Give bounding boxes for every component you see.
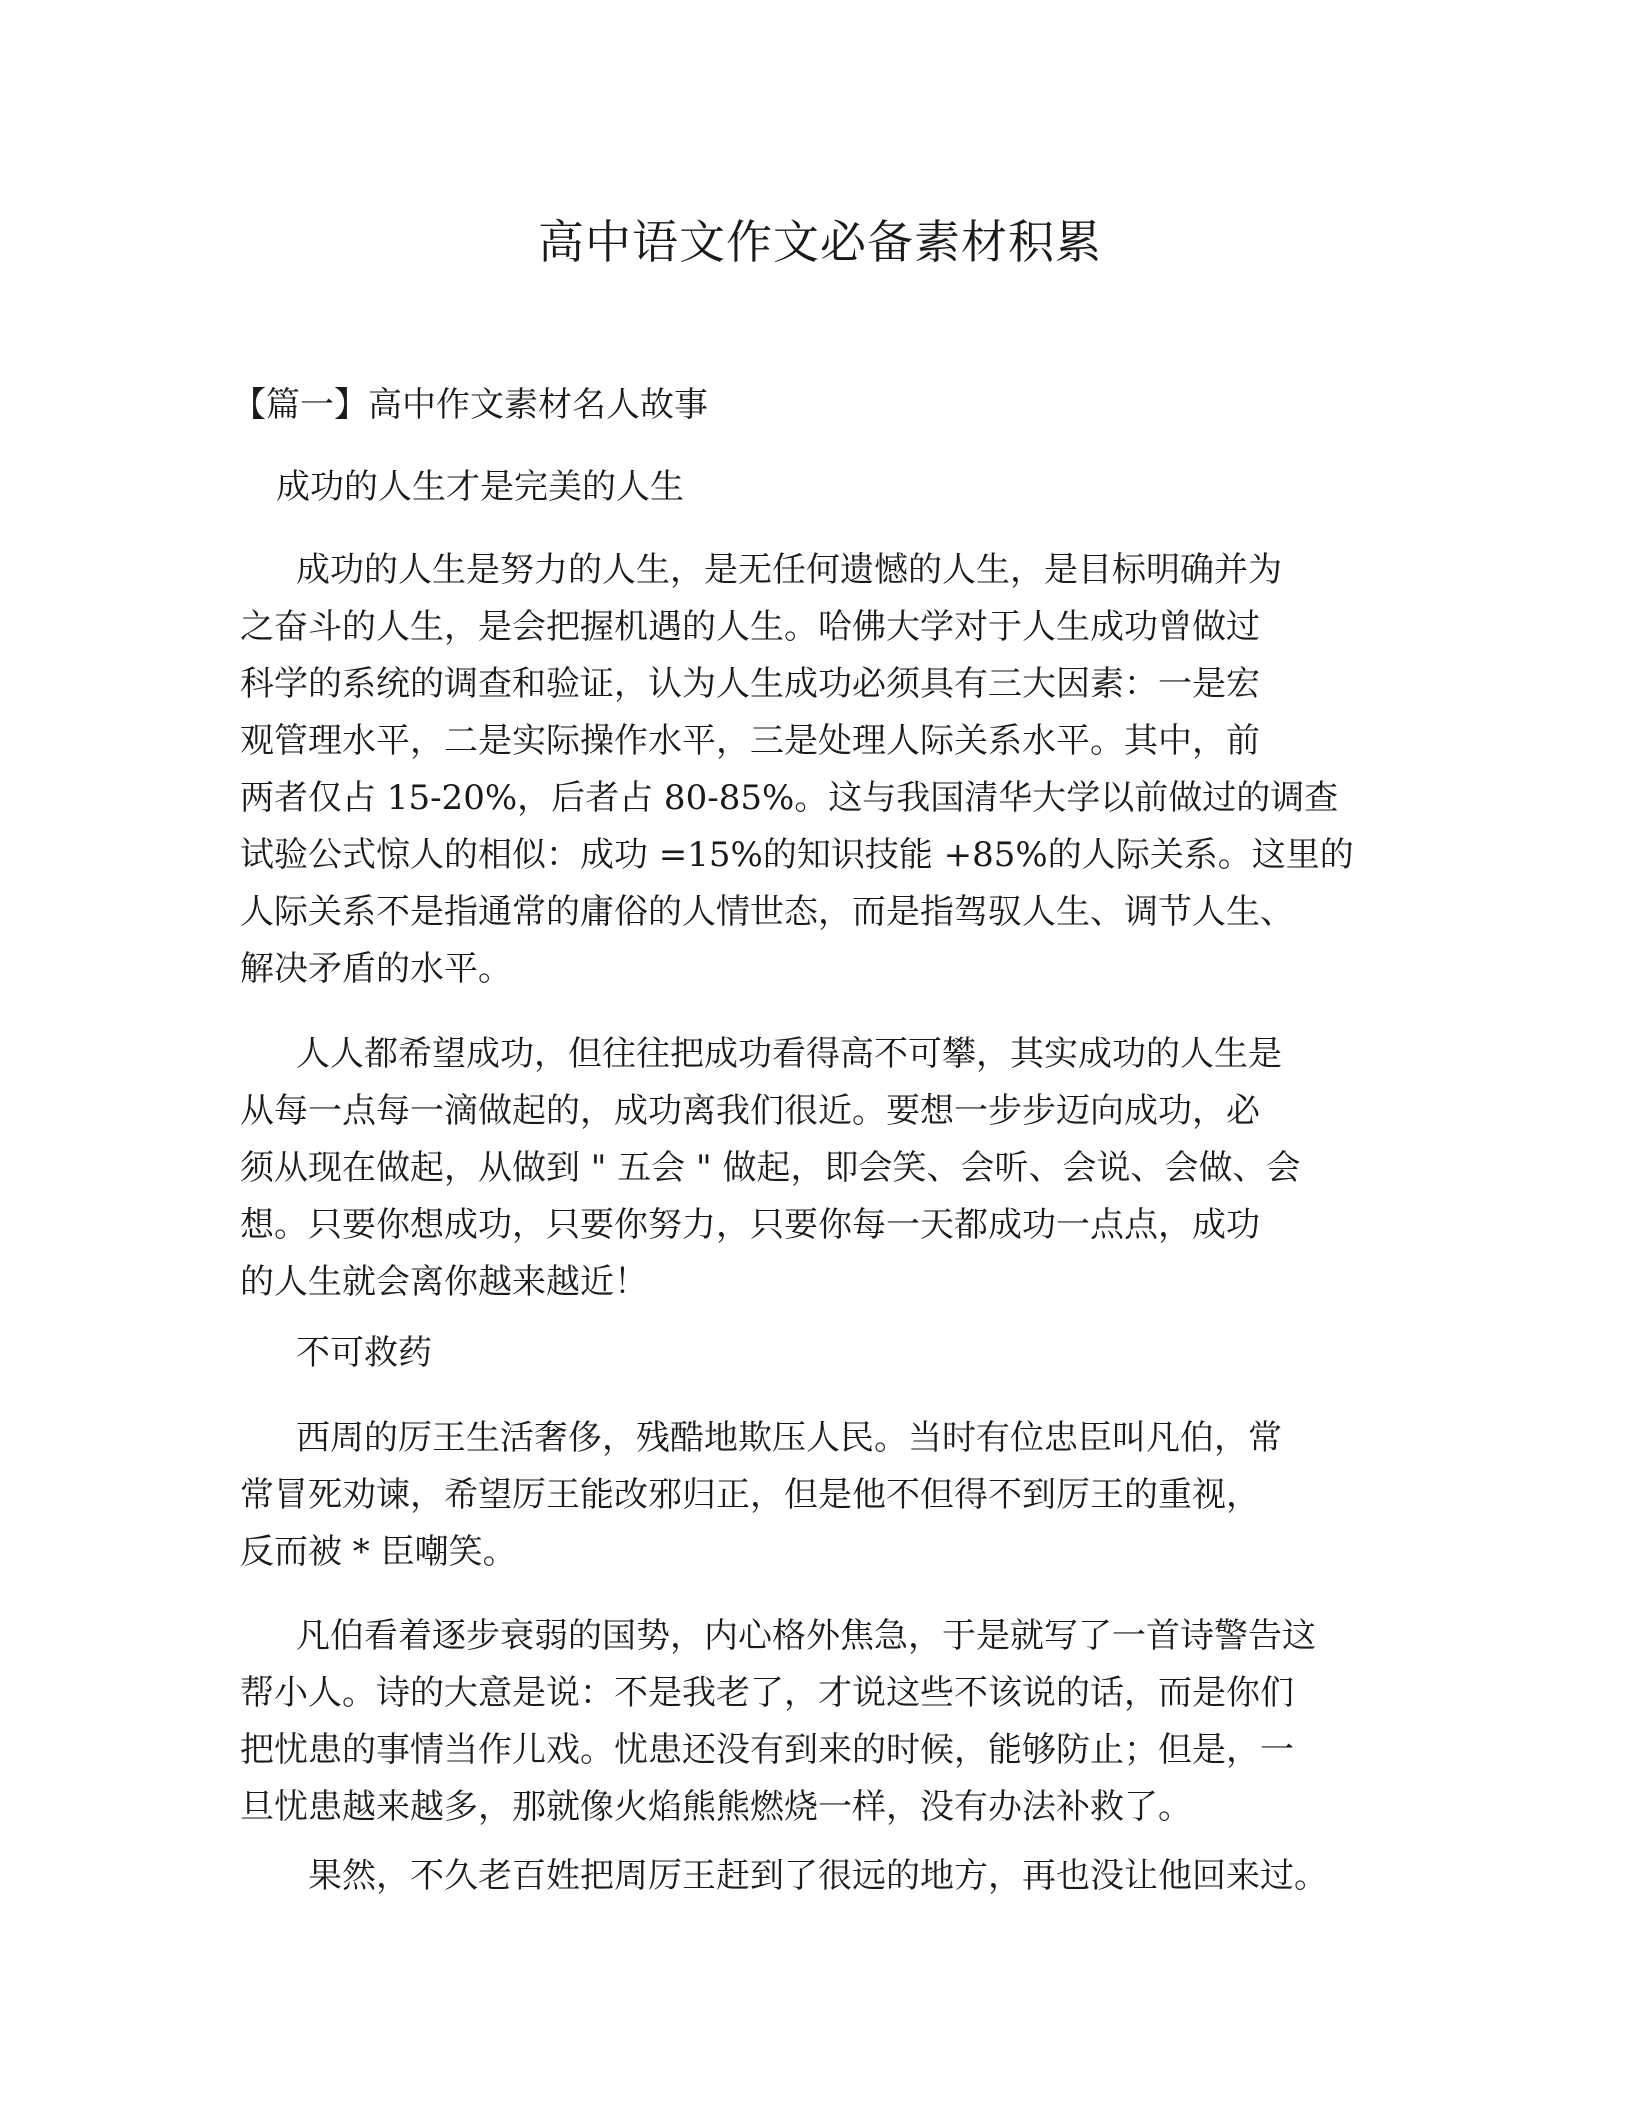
paragraph-line: 西周的厉王生活奢侈，残酷地欺压人民。当时有位忠臣叫凡伯，常 [296, 1418, 1282, 1458]
paragraph-line: 人人都希望成功，但往往把成功看得高不可攀，其实成功的人生是 [296, 1034, 1282, 1074]
paragraph-line: 从每一点每一滴做起的，成功离我们很近。要想一步步迈向成功，必 [240, 1091, 1260, 1131]
paragraph-ending [240, 1848, 1360, 1905]
paragraph-fan-bo-poem [240, 1608, 1360, 1836]
paragraph-success-research [240, 542, 1360, 998]
story-title-incurable: 不可救药 [296, 1333, 432, 1373]
paragraph-line: 反而被 * 臣嘲笑。 [240, 1532, 517, 1572]
paragraph-line: 的人生就会离你越来越近！ [240, 1262, 648, 1302]
section-heading: 【篇一】高中作文素材名人故事 [232, 385, 708, 425]
paragraph-line: 成功的人生是努力的人生，是无任何遗憾的人生，是目标明确并为 [296, 550, 1282, 590]
paragraph-line: 解决矛盾的水平。 [240, 949, 512, 989]
paragraph-line: 旦忧患越来越多，那就像火焰熊熊燃烧一样，没有办法补救了。 [240, 1787, 1192, 1827]
paragraph-success-steps [240, 1026, 1360, 1311]
paragraph-line: 两者仅占 15-20%，后者占 80-85%。这与我国清华大学以前做过的调查 [240, 778, 1339, 818]
paragraph-line: 观管理水平，二是实际操作水平，三是处理人际关系水平。其中，前 [240, 721, 1260, 761]
paragraph-king-li [240, 1410, 1360, 1581]
paragraph-line: 把忧患的事情当作儿戏。忧患还没有到来的时候，能够防止；但是，一 [240, 1730, 1294, 1770]
paragraph-line: 试验公式惊人的相似：成功 =15%的知识技能 +85%的人际关系。这里的 [240, 835, 1354, 875]
document-title: 高中语文作文必备素材积累 [538, 215, 1102, 269]
paragraph-line: 果然，不久老百姓把周厉王赶到了很远的地方，再也没让他回来过。 [308, 1856, 1328, 1896]
paragraph-line: 须从现在做起，从做到 " 五会 " 做起，即会笑、会听、会说、会做、会 [240, 1148, 1301, 1188]
paragraph-line: 凡伯看着逐步衰弱的国势，内心格外焦急，于是就写了一首诗警告这 [296, 1616, 1316, 1656]
paragraph-line: 帮小人。诗的大意是说：不是我老了，才说这些不该说的话，而是你们 [240, 1673, 1294, 1713]
paragraph-line: 常冒死劝谏，希望厉王能改邪归正，但是他不但得不到厉王的重视， [240, 1475, 1260, 1515]
paragraph-line: 想。只要你想成功，只要你努力，只要你每一天都成功一点点，成功 [240, 1205, 1260, 1245]
paragraph-line: 人际关系不是指通常的庸俗的人情世态，而是指驾驭人生、调节人生、 [240, 892, 1294, 932]
paragraph-line: 之奋斗的人生，是会把握机遇的人生。哈佛大学对于人生成功曾做过 [240, 607, 1260, 647]
story-title-success: 成功的人生才是完美的人生 [276, 467, 684, 507]
paragraph-line: 科学的系统的调查和验证，认为人生成功必须具有三大因素：一是宏 [240, 664, 1260, 704]
